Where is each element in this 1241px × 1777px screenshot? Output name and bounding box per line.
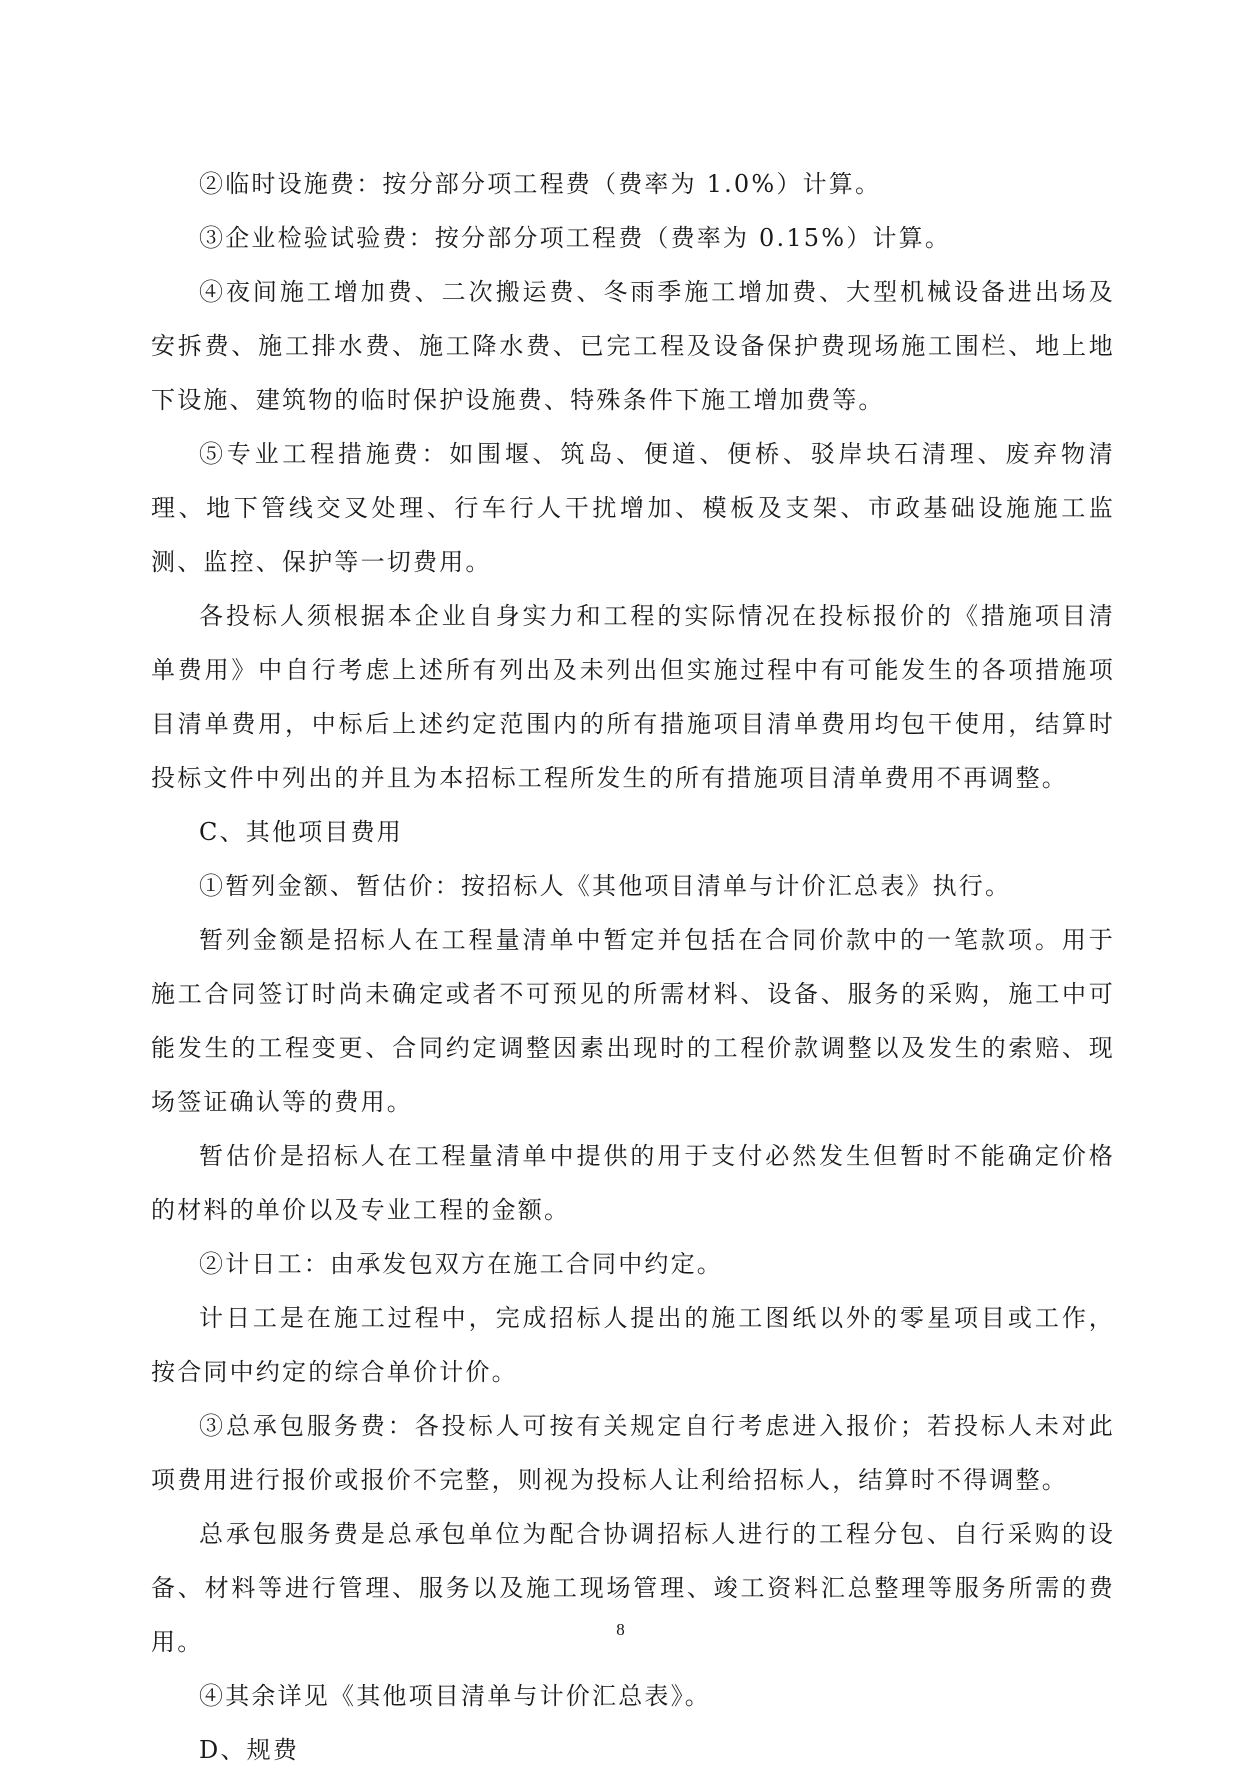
paragraph-service-fee-definition: 总承包服务费是总承包单位为配合协调招标人进行的工程分包、自行采购的设备、材料等进行管理、服务以及施工现场管理、竣工资料汇总整理等服务所需的费用。	[151, 1520, 1115, 1656]
paragraph-daywork-definition: 计日工是在施工过程中，完成招标人提出的施工图纸以外的零星项目或工作，按合同中约定的综合单价计价。	[151, 1304, 1115, 1386]
document-body	[151, 157, 1115, 1777]
page-number: 8	[616, 1620, 625, 1639]
paragraph-special-measures-fee: ⑤专业工程措施费：如围堰、筑岛、便道、便桥、驳岸块石清理、废弃物清理、地下管线交叉处理、行车行人干扰增加、模板及支架、市政基础设施施工监测、监控、保护等一切费用。	[151, 440, 1115, 576]
paragraph-inspection-test-fee: ③企业检验试验费：按分部分项工程费（费率为 0.15%）计算。	[199, 224, 952, 252]
section-heading-other-items: C、其他项目费用	[199, 818, 403, 846]
paragraph-remaining-details: ④其余详见《其他项目清单与计价汇总表》。	[199, 1682, 711, 1710]
paragraph-provisional-sum-definition: 暂列金额是招标人在工程量清单中暂定并包括在合同价款中的一笔款项。用于施工合同签订时尚未确定或者不可预见的所需材料、设备、服务的采购，施工中可能发生的工程变更、合同约定调整因素出现时的工程价款调整以及发生的索赔、现场签证确认等的费用。	[151, 926, 1115, 1116]
paragraph-estimate-definition: 暂估价是招标人在工程量清单中提供的用于支付必然发生但暂时不能确定价格的材料的单价以及专业工程的金额。	[151, 1142, 1115, 1224]
paragraph-bidder-measures-note: 各投标人须根据本企业自身实力和工程的实际情况在投标报价的《措施项目清单费用》中自行考虑上述所有列出及未列出但实施过程中有可能发生的各项措施项目清单费用，中标后上述约定范围内的所有措施项目清单费用均包干使用，结算时投标文件中列出的并且为本招标工程所发生的所有措施项目清单费用不再调整。	[151, 602, 1115, 792]
paragraph-general-contract-service-fee: ③总承包服务费：各投标人可按有关规定自行考虑进入报价；若投标人未对此项费用进行报价或报价不完整，则视为投标人让利给招标人，结算时不得调整。	[151, 1412, 1115, 1494]
paragraph-daywork: ②计日工：由承发包双方在施工合同中约定。	[199, 1250, 723, 1278]
paragraph-provisional-sums: ①暂列金额、暂估价：按招标人《其他项目清单与计价汇总表》执行。	[199, 872, 1012, 900]
paragraph-temporary-facilities-fee: ②临时设施费：按分部分项工程费（费率为 1.0%）计算。	[199, 170, 882, 198]
section-heading-regulatory-fees: D、规费	[199, 1736, 300, 1764]
paragraph-night-construction-fees: ④夜间施工增加费、二次搬运费、冬雨季施工增加费、大型机械设备进出场及安拆费、施工排水费、施工降水费、已完工程及设备保护费现场施工围栏、地上地下设施、建筑物的临时保护设施费、特殊条件下施工增加费等。	[151, 278, 1115, 414]
